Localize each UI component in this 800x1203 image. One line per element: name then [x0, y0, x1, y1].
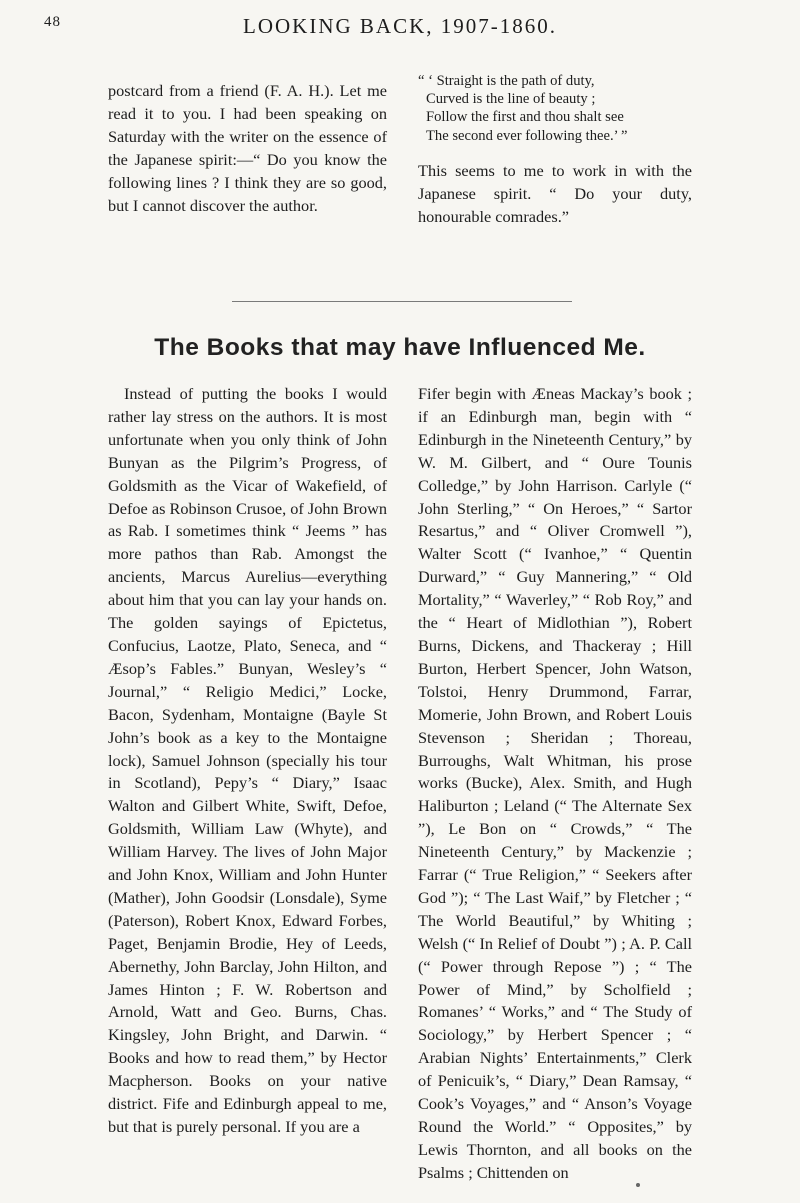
section-title: The Books that may have Influenced Me. [154, 334, 646, 361]
top-right-column [418, 160, 692, 229]
page-header [40, 14, 760, 40]
commentary-paragraph: This seems to me to work in with the Japanese spirit. “ Do your duty, honourable comrades.” [418, 161, 692, 226]
right-column-text: Fifer begin with Æneas Mackay’s book ; if an Edinburgh man, begin with “ Edinburgh in the Nineteenth Century,” by W. M. Gilbert, and “ Oure Tounis Colledge,” by John Harrison. Carlyle (“ John Sterling,” “ On Heroes,” “ Sartor Resartus,” and “ Oliver Cromwell ”), Walter Scott (“ Ivanhoe,” “ Quentin Durward,” “ Guy Mannering,” “ Old Mortality,” “ Waverley,” “ Rob Roy,” and the “ Heart of Midlothian ”), Robert Burns, Dickens, and Thackeray ; Hill Burton, Herbert Spencer, John Watson, Tolstoi, Henry Drummond, Farrar, Momerie, John Brown, and Robert Louis Stevenson ; Sheridan ; Thoreau, Burroughs, Walt Whitman, his prose works (Bucke), Alex. Smith, and Hugh Haliburton ; Leland (“ The Alternate Sex ”), Le Bon on “ Crowds,” “ The Nineteenth Century,” by Mackenzie ; Farrar (“ True Religion,” “ Seekers after God ”); “ The Last Waif,” by Fletcher ; “ The World Beautiful,” by Whiting ; Welsh (“ In Relief of Doubt ”) ; A. P. Call (“ Power through Repose ”) ; “ The Power of Mind,” by Scholfield ; Romanes’ “ Works,” and “ The Study of Sociology,” by Herbert Spencer ; “ Arabian Nights’ Entertainments,” Clerk of Penicuik’s, “ Diary,” Dean Ramsay, “ Cook’s Voyages,” and “ Anson’s Voyage Round the World.” “ Opposites,” by Lewis Thornton, and all books on the Psalms ; Chittenden on [418, 384, 692, 1182]
poem-line: Curved is the line of beauty ; [426, 91, 596, 108]
page-number: 48 [44, 14, 61, 30]
poem-line: The second ever following thee.’ ” [426, 127, 628, 144]
intro-paragraph: postcard from a friend (F. A. H.). Let me read it to you. I had been speaking on Saturday with the writer on the essence of the Japanese spirit:—“ Do you know the following lines ? I think they are so good, but I cannot discover the author. [108, 81, 387, 215]
section-divider [232, 301, 572, 302]
running-title: LOOKING BACK, 1907-1860. [243, 14, 557, 38]
left-column [108, 383, 387, 1139]
left-column-text: Instead of putting the books I would rather lay stress on the authors. It is most unfortunate when you only think of John Bunyan as the Pilgrim’s Progress, of Goldsmith as the Vicar of Wakefield, of Defoe as Robinson Crusoe, of John Brown as Rab. I sometimes think “ Jeems ” has more pathos than Rab. Amongst the ancients, Marcus Aurelius—everything about him that you can lay your hands on. The golden sayings of Epictetus, Confucius, Laotze, Plato, Seneca, and “ Æsop’s Fables.” Bunyan, Wesley’s “ Journal,” “ Religio Medici,” Locke, Bacon, Sydenham, Montaigne (Bayle St John’s book as a key to the Montaigne lock), Samuel Johnson (specially his tour in Scotland), Pepy’s “ Diary,” Isaac Walton and Gilbert White, Swift, Defoe, Goldsmith, William Law (Whyte), and William Harvey. The lives of John Major and John Knox, William and John Hunter (Mather), John Goodsir (Lonsdale), Syme (Paterson), Robert Knox, Edward Forbes, Paget, Benjamin Brodie, Hey of Leeds, Abernethy, John Barclay, John Hilton, and James Hinton ; F. W. Robertson and Arnold, Watt and Geo. Burns, Chas. Kingsley, John Bright, and Darwin. “ Books and how to read them,” by Hector Macpherson. Books on your native district. Fife and Edinburgh appeal to me, but that is purely personal. If you are a [108, 384, 388, 1136]
printer-mark [636, 1183, 640, 1187]
top-left-column [108, 80, 387, 217]
poem-line: Follow the first and thou shalt see [426, 109, 624, 126]
poem [418, 72, 628, 145]
poem-line: “ ‘ Straight is the path of duty, [418, 73, 595, 89]
right-column [418, 383, 692, 1185]
